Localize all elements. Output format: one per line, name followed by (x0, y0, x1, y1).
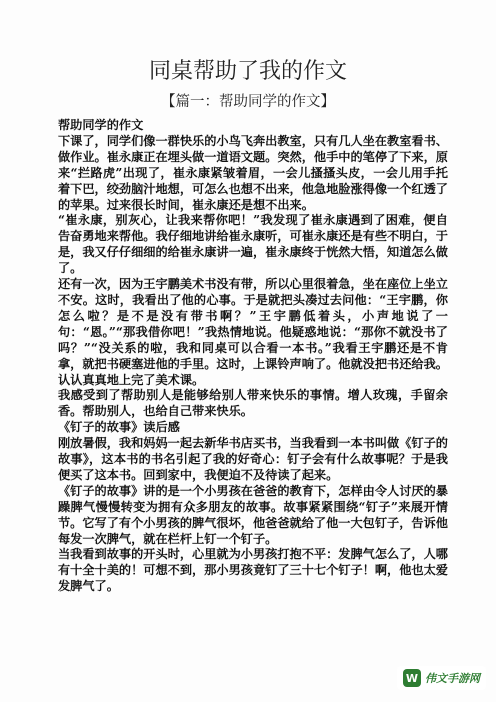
paragraph: 《钉子的故事》讲的是一个小男孩在爸爸的教育下，怎样由令人讨厌的暴躁脾气慢慢转变为拥有众多朋友的故事。故事紧紧围绕“钉子”来展开情节。它写了有个小男孩的脾气很坏，他爸爸就给了他一大包钉子，告诉他每发一次脾气，就在栏杆上钉一个钉子。 (58, 483, 448, 546)
watermark-text: 伟文手游网 (425, 672, 480, 685)
paragraph: 下课了，同学们像一群快乐的小鸟飞奔出教室，只有几人坐在教室看书、做作业。崔永康正在埋头做一道语文题。突然，他手中的笔停了下来，原来“拦路虎”出现了，崔永康紧皱着眉，一会儿搔搔头皮，一会儿用手托着下巴，绞劲脑汁地想，可怎么也想不出来，他急地脸涨得像一个红透了的苹果。过来很长时间，崔永康还是想不出来。 (58, 133, 448, 212)
document-title: 同桌帮助了我的作文 (148, 59, 347, 84)
section-heading: 《钉子的故事》读后感 (58, 420, 180, 435)
document-subtitle: 【篇一：帮助同学的作文】 (161, 94, 335, 110)
paragraph: 我感受到了帮助别人是能够给别人带来快乐的事情。增人玫瑰，手留余香。帮助别人，也给自己带来快乐。 (58, 388, 448, 419)
section-heading: 帮助同学的作文 (58, 118, 144, 132)
site-watermark (397, 666, 486, 690)
paragraph: 当我看到故事的开头时，心里就为小男孩打抱不平：发脾气怎么了，人哪有十全十美的！可想不到，那小男孩竟钉了三十七个钉子！啊，他也太爱发脾气了。 (58, 547, 448, 594)
paragraph: “崔永康，别灰心，让我来帮你吧！”我发现了崔永康遇到了困难，便自告奋勇地来帮他。我仔细地讲给崔永康听，可崔永康还是有些不明白，于是，我又仔仔细细的给崔永康讲一遍，崔永康终于恍然大悟，知道怎么做了。 (58, 213, 448, 276)
document-body (58, 118, 448, 595)
paragraph: 刚放暑假，我和妈妈一起去新华书店买书，当我看到一本书叫做《钉子的故事》，这本书的书名引起了我的好奇心：钉子会有什么故事呢？于是我便买了这本书。回到家中，我便迫不及待读了起来。 (58, 436, 448, 482)
watermark-logo-icon: W (403, 669, 421, 687)
paragraph: 还有一次，因为王宇鹏美术书没有带，所以心里很着急，坐在座位上坐立不安。这时，我看出了他的心事。于是就把头凑过去问他：“王宇鹏，你怎么啦？是不是没有带书啊？”王宇鹏低着头，小声地说了一句：“恩。”“那我借你吧！”我热情地说。他疑惑地说：“那你不就没书了吗？”“没关系的啦，我和同桌可以合看一本书。”我看王宇鹏还是不肯拿，就把书硬塞进他的手里。这时，上课铃声响了。他就没把书还给我。认认真真地上完了美术课。 (58, 277, 448, 387)
